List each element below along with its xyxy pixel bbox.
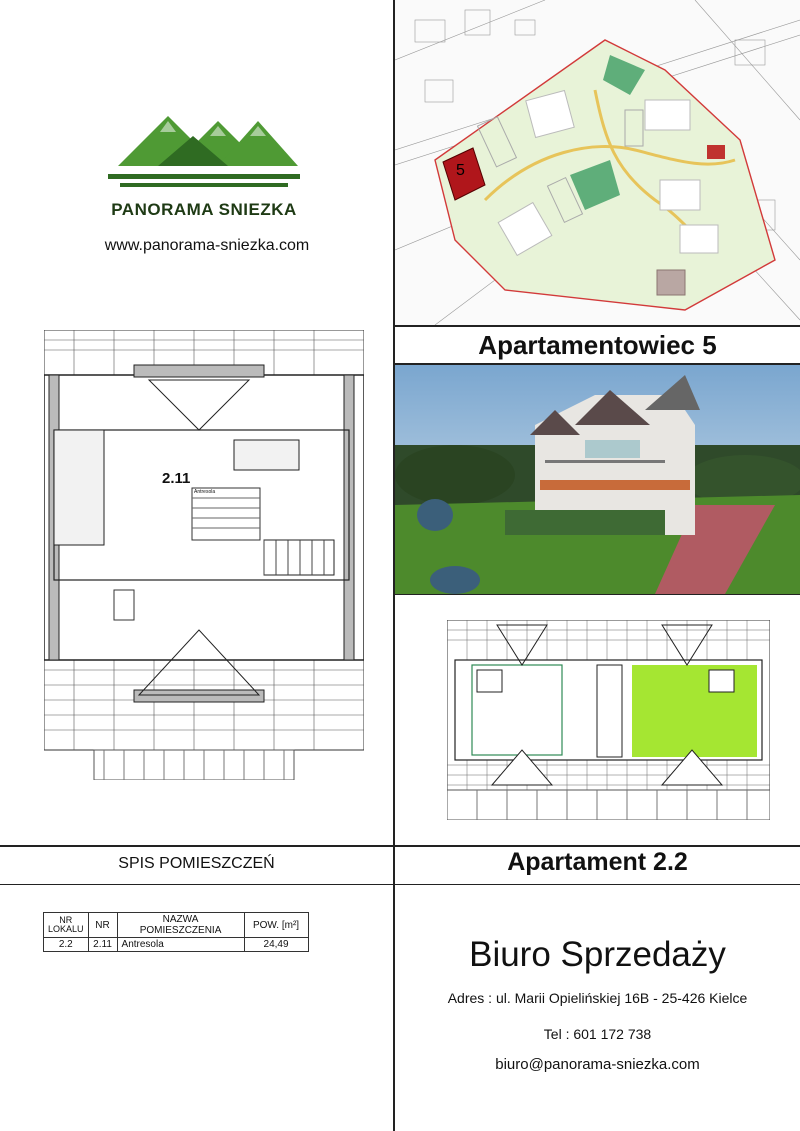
cell-area: 24,49 [244,938,308,952]
column-header: POW. [m²] [244,913,308,938]
mountains-logo-icon [98,66,310,196]
divider-under-render [395,594,800,595]
floorplan-overview [447,620,770,820]
apartment-title: Apartament 2.2 [507,848,688,876]
column-header: NR LOKALU [44,913,89,938]
cell-room-name: Antresola [117,938,244,952]
logo [98,66,310,258]
divider-section [0,845,800,847]
rooms-table [43,912,309,952]
floorplan-antresola [44,330,364,780]
table-row [44,938,309,952]
cell-unit-nr: 2.2 [44,938,89,952]
building-marker: 5 [456,162,465,179]
sales-office-email[interactable]: biuro@panorama-sniezka.com [495,1056,700,1073]
legend-title: Antresola [194,489,216,495]
room-label: 2.11 [162,470,191,487]
brand-name: PANORAMA SNIEZKA [111,200,297,219]
sales-office-phone[interactable]: Tel : 601 172 738 [543,1026,652,1042]
website-link[interactable]: www.panorama-sniezka.com [104,237,310,254]
cell-room-nr: 2.11 [88,938,117,952]
site-plan [395,0,800,325]
sales-office-address: Adres : ul. Marii Opielińskiej 16B - 25-426 Kielce [447,990,748,1006]
building-title: Apartamentowiec 5 [478,330,717,360]
divider-section-2 [0,884,800,885]
column-header: NR [88,913,117,938]
sales-office-title: Biuro Sprzedaży [469,935,726,974]
column-header: NAZWA POMIESZCZENIA [117,913,244,938]
table-header-row [44,913,309,938]
rooms-section-title: SPIS POMIESZCZEŃ [118,855,275,872]
divider-top [395,325,800,327]
building-render [395,365,800,594]
